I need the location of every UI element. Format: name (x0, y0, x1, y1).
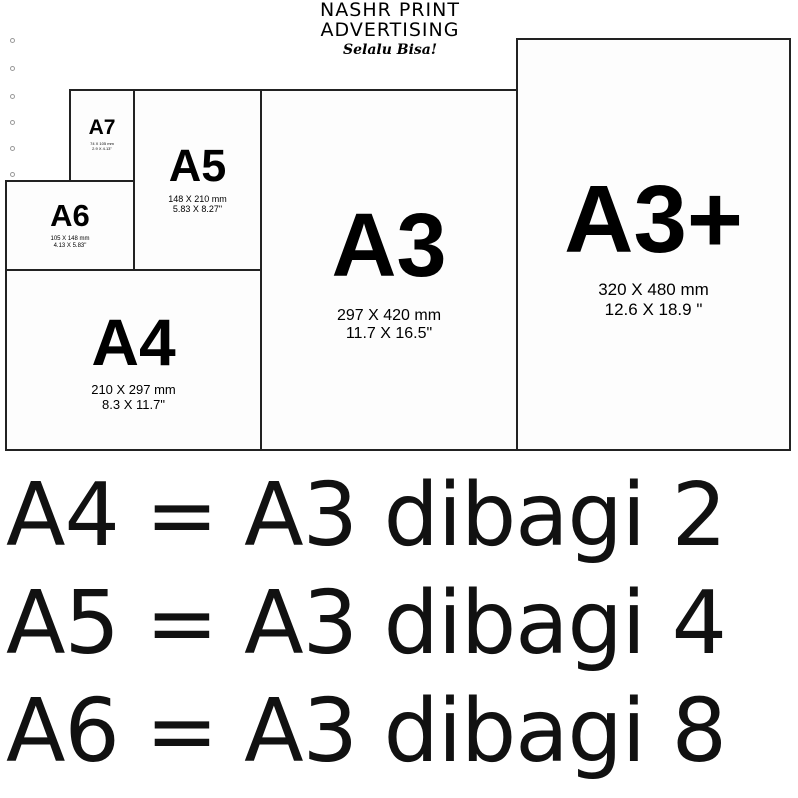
sheet-size-inch: 8.3 X 11.7" (102, 396, 165, 412)
sheet-size-mm: 210 X 297 mm (91, 382, 176, 397)
sheet-label: A7 (88, 116, 116, 139)
binder-hole (10, 94, 15, 99)
brand-name-line1: NASHR PRINT (320, 0, 460, 21)
binder-hole (10, 146, 15, 151)
equation-a5: A5 = A3 dibagi 4 (6, 572, 726, 674)
sheet-size-mm: 297 X 420 mm (336, 307, 442, 324)
sheet-size-inch: 12.6 X 18.9 " (604, 299, 703, 319)
sheet-a6 (5, 180, 135, 271)
sheet-label: A3+ (564, 166, 743, 273)
sheet-label: A4 (91, 305, 176, 379)
sheet-size-mm: 148 X 210 mm (168, 194, 227, 204)
brand-tagline: Selalu Bisa! (342, 42, 438, 58)
sheet-size-inch: 2.9 X 4.13" (92, 145, 112, 151)
sheet-a3-plus (516, 38, 791, 451)
sheet-a3 (260, 89, 518, 451)
equation-a4: A4 = A3 dibagi 2 (6, 464, 726, 566)
equation-a6: A6 = A3 dibagi 8 (6, 680, 726, 782)
sheet-size-mm: 105 X 148 mm (50, 236, 90, 242)
sheet-size-inch: 11.7 X 16.5" (345, 325, 433, 343)
binder-hole (10, 38, 15, 43)
sheet-a4 (5, 269, 262, 451)
sheet-label: A6 (50, 198, 90, 233)
sheet-size-inch: 5.83 X 8.27" (172, 204, 223, 215)
brand-name-line2: ADVERTISING (320, 19, 460, 41)
binder-hole (10, 120, 15, 125)
sheet-label: A3 (331, 196, 447, 296)
brand-name (290, 0, 490, 40)
sheet-size-mm: 74 X 105 mm (90, 141, 114, 146)
sheet-size-inch: 4.13 X 5.83" (53, 242, 87, 249)
sheet-a5 (133, 89, 262, 271)
binder-hole (10, 172, 15, 177)
sheet-a7 (69, 89, 135, 182)
sheet-label: A5 (168, 140, 227, 191)
binder-hole (10, 66, 15, 71)
sheet-size-mm: 320 X 480 mm (598, 280, 709, 299)
